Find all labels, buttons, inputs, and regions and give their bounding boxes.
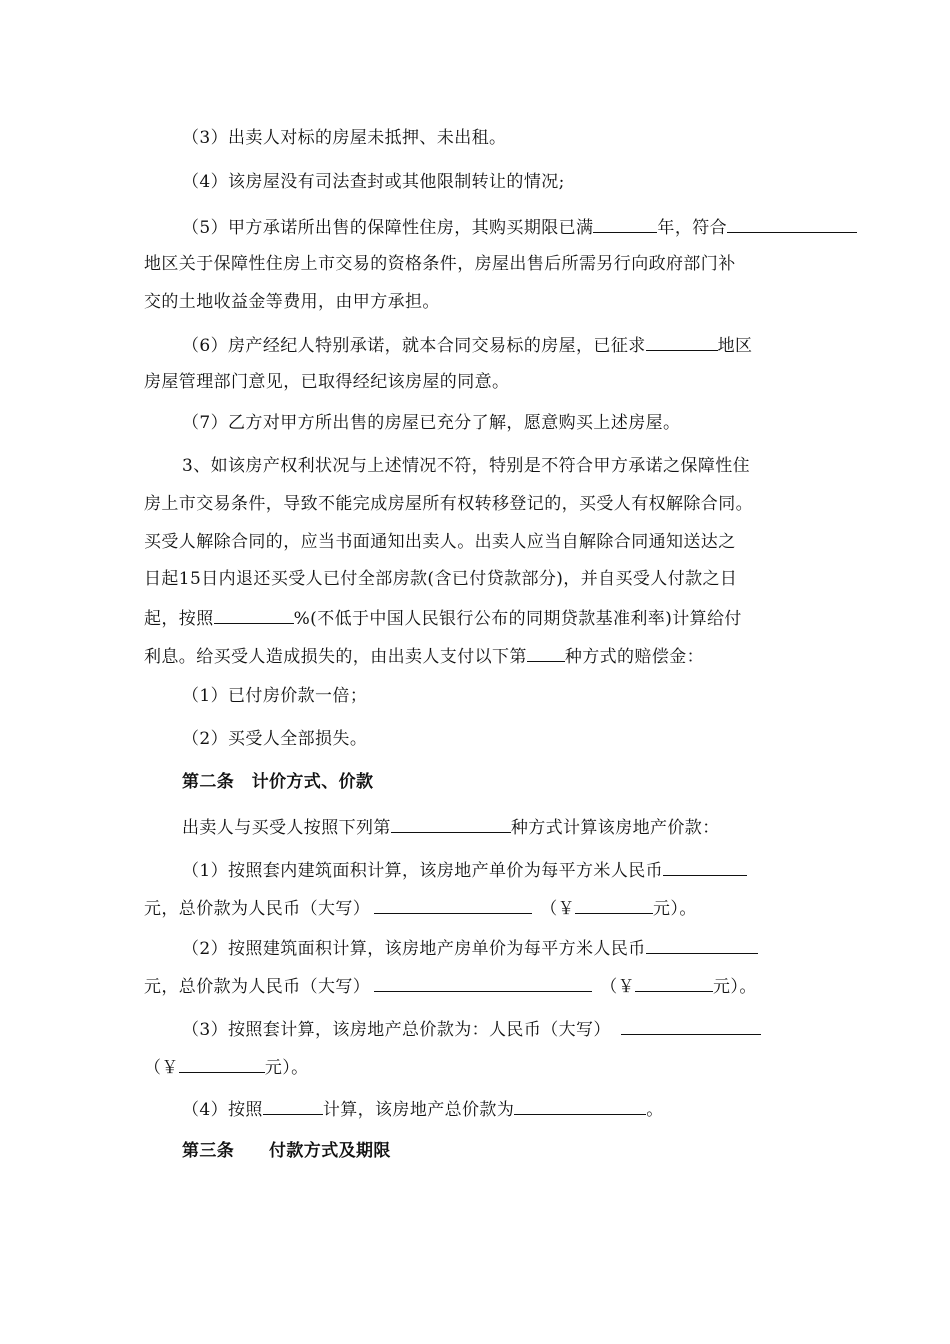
item-5-line-3: 交的土地收益金等费用，由甲方承担。 [144, 292, 440, 312]
years-blank [593, 214, 657, 233]
article-2-heading: 第二条 计价方式、价款 [182, 772, 374, 792]
interest-rate-blank [214, 605, 294, 624]
total-uppercase-blank-1 [374, 895, 532, 914]
clause-3-line-2: 房上市交易条件，导致不能完成房屋所有权转移登记的，买受人有权解除合同。 [144, 494, 753, 514]
item-5-line-2: 地区关于保障性住房上市交易的资格条件，房屋出售后所需另行向政府部门补 [144, 254, 736, 274]
item-6-line-1: （6）房产经纪人特别承诺，就本合同交易标的房屋，已征求 地区 [182, 332, 752, 358]
total-uppercase-blank-3 [621, 1016, 761, 1035]
method-2-line-2: 元，总价款为人民币（大写） （￥ 元）。 [144, 973, 757, 999]
compensation-option-blank [527, 643, 565, 662]
compensation-option-2: （2）买受人全部损失。 [182, 729, 368, 749]
article-3-heading: 第三条 付款方式及期限 [182, 1141, 391, 1161]
item-5-line-1: （5）甲方承诺所出售的保障性住房，其购买期限已满 年，符合 [182, 214, 857, 240]
clause-3-line-5: 起，按照 %(不低于中国人民银行公布的同期贷款基准利率)计算给付 [144, 605, 742, 631]
method-3-line-1: （3）按照套计算，该房地产总价款为：人民币（大写） [182, 1016, 761, 1042]
pricing-method-blank [391, 814, 511, 833]
method-1-line-1: （1）按照套内建筑面积计算，该房地产单价为每平方米人民币 [182, 857, 747, 883]
item-6-line-2: 房屋管理部门意见，已取得经纪该房屋的同意。 [144, 372, 510, 392]
item-4: （4）该房屋没有司法查封或其他限制转让的情况; [182, 172, 565, 192]
method-3-line-2: （￥ 元）。 [144, 1054, 309, 1080]
total-number-blank-2 [635, 973, 713, 992]
total-number-blank-1 [575, 895, 653, 914]
total-uppercase-blank-2 [374, 973, 592, 992]
item-7: （7）乙方对甲方所出售的房屋已充分了解，愿意购买上述房屋。 [182, 413, 681, 433]
method-4-total-blank [514, 1096, 646, 1115]
clause-3-line-3: 买受人解除合同的，应当书面通知出卖人。出卖人应当自解除合同通知送达之 [144, 532, 736, 552]
region-blank [727, 214, 857, 233]
method-4-basis-blank [263, 1096, 323, 1115]
method-4: （4）按照 计算，该房地产总价款为 。 [182, 1096, 664, 1122]
unit-price-inner-blank [663, 857, 747, 876]
unit-price-gross-blank [646, 935, 758, 954]
article-2-intro: 出卖人与买受人按照下列第 种方式计算该房地产价款： [182, 814, 720, 840]
clause-3-line-6: 利息。给买受人造成损失的，由出卖人支付以下第 种方式的赔偿金： [144, 643, 704, 669]
agency-region-blank [646, 332, 718, 351]
compensation-option-1: （1）已付房价款一倍； [182, 686, 368, 706]
method-2-line-1: （2）按照建筑面积计算，该房地产房单价为每平方米人民币 [182, 935, 758, 961]
item-3: （3）出卖人对标的房屋未抵押、未出租。 [182, 128, 507, 148]
total-number-blank-3 [179, 1054, 265, 1073]
clause-3-line-4: 日起15日内退还买受人已付全部房款(含已付贷款部分)，并自买受人付款之日 [144, 569, 738, 589]
method-1-line-2: 元，总价款为人民币（大写） （￥ 元）。 [144, 895, 697, 921]
clause-3-line-1: 3、如该房产权利状况与上述情况不符，特别是不符合甲方承诺之保障性住 [182, 456, 751, 476]
